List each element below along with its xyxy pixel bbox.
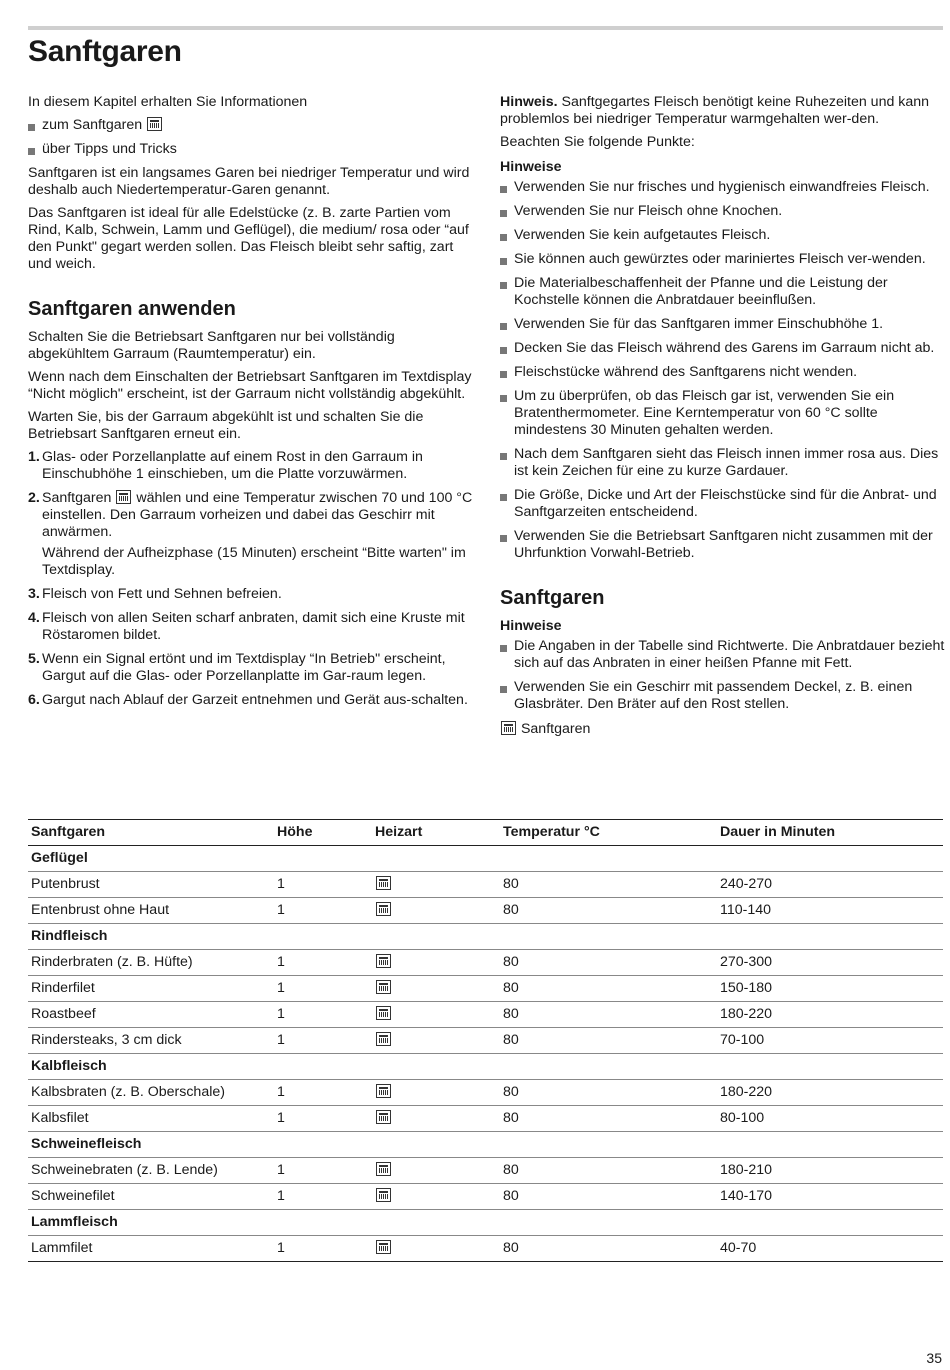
table-header-row: [28, 820, 943, 846]
sanftgaren-icon: [376, 876, 391, 890]
paragraph: Beachten Sie folgende Punkte:: [500, 134, 695, 150]
group-label: Geflügel: [28, 846, 943, 872]
paragraph: Schalten Sie die Betriebsart Sanftgaren nur bei vollständig abgekühltem Garraum (Raumtemperatur) ein.: [28, 329, 395, 362]
list-item: Verwenden Sie kein aufgetautes Fleisch.: [500, 227, 945, 244]
table-caption: Sanftgaren: [500, 721, 945, 738]
list-item: Die Materialbeschaffenheit der Pfanne und die Leistung der Kochstelle können die Anbratdauer beeinflußen.: [500, 275, 945, 309]
table-body: [28, 846, 943, 1262]
height-cell: 1: [274, 1106, 372, 1132]
list-item: Verwenden Sie ein Geschirr mit passendem Deckel, z. B. einen Glasbräter. Den Bräter auf den Rost stellen.: [500, 679, 945, 713]
intro-bullet-list: [28, 117, 473, 158]
list-item: über Tipps und Tricks: [28, 141, 473, 158]
sanftgaren-icon: [376, 1240, 391, 1254]
food-cell: Rinderbraten (z. B. Hüfte): [28, 950, 274, 976]
food-cell: Putenbrust: [28, 872, 274, 898]
paragraph: Das Sanftgaren ist ideal für alle Edelstücke (z. B. zarte Partien vom Rind, Kalb, Schwein, Lamm und Geflügel), die medium/ rosa oder “auf den Punkt" gegart werden sollen. Das Fleisch bleibt sehr saftig, zart und weich.: [28, 205, 469, 272]
paragraph: Warten Sie, bis der Garraum abgekühlt ist und schalten Sie die Betriebsart Sanftgaren erneut ein.: [28, 409, 424, 442]
food-cell: Schweinebraten (z. B. Lende): [28, 1158, 274, 1184]
paragraph: Wenn nach dem Einschalten der Betriebsart Sanftgaren im Textdisplay “Nicht möglich" erscheint, ist der Garraum nicht vollständig abgekühlt.: [28, 369, 472, 402]
food-cell: Roastbeef: [28, 1002, 274, 1028]
group-label: Kalbfleisch: [28, 1054, 943, 1080]
heizart-cell: [372, 898, 500, 924]
table-row: [28, 1184, 943, 1210]
group-label: Schweinefleisch: [28, 1132, 943, 1158]
column-header: Dauer in Minuten: [717, 820, 943, 846]
temperature-cell: 80: [500, 872, 717, 898]
heizart-cell: [372, 1158, 500, 1184]
sanftgaren-icon: [376, 1006, 391, 1020]
heizart-cell: [372, 1236, 500, 1262]
column-header: Höhe: [274, 820, 372, 846]
list-item: Decken Sie das Fleisch während des Garens im Garraum nicht ab.: [500, 340, 945, 357]
heizart-cell: [372, 976, 500, 1002]
section-heading: Sanftgaren: [500, 587, 605, 609]
sanftgaren-icon: [376, 1162, 391, 1176]
sanftgaren-icon: [376, 1084, 391, 1098]
temperature-cell: 80: [500, 1028, 717, 1054]
step-2-note: Während der Aufheizphase (15 Minuten) erscheint “Bitte warten" im Textdisplay.: [42, 545, 466, 578]
list-item: Um zu überprüfen, ob das Fleisch gar ist, verwenden Sie ein Bratenthermometer. Eine Kerntemperatur von 60 °C sollte mindestens 30 Minuten gehalten werden.: [500, 388, 945, 439]
heizart-cell: [372, 872, 500, 898]
page-number: 35: [926, 1350, 942, 1366]
sanftgaren-icon: [116, 490, 131, 504]
table-row: [28, 872, 943, 898]
left-column: [28, 94, 473, 716]
table-group-row: [28, 924, 943, 950]
sanftgaren-icon: [147, 117, 162, 131]
table-row: [28, 950, 943, 976]
list-item: Die Größe, Dicke und Art der Fleischstücke sind für die Anbrat- und Sanftgarzeiten entscheidend.: [500, 487, 945, 521]
heizart-cell: [372, 1028, 500, 1054]
height-cell: 1: [274, 1184, 372, 1210]
height-cell: 1: [274, 872, 372, 898]
list-item: Verwenden Sie nur Fleisch ohne Knochen.: [500, 203, 945, 220]
heizart-cell: [372, 950, 500, 976]
height-cell: 1: [274, 1158, 372, 1184]
temperature-cell: 80: [500, 1184, 717, 1210]
notes-heading: Hinweise: [500, 618, 562, 634]
food-cell: Entenbrust ohne Haut: [28, 898, 274, 924]
duration-cell: 140-170: [717, 1184, 943, 1210]
duration-cell: 70-100: [717, 1028, 943, 1054]
step-5: 5. Wenn ein Signal ertönt und im Textdisplay “In Betrieb" erscheint, Gargut auf die Glas- oder Porzellanplatte im Gar-raum legen.: [28, 651, 446, 684]
notes-list: [500, 179, 945, 562]
temperature-cell: 80: [500, 1106, 717, 1132]
step-2: 2. Sanftgaren wählen und eine Temperatur zwischen 70 und 100 °C einstellen. Den Garraum vorheizen und dabei das Geschirr mit anwärmen. Während der Aufheizphase (15 Minuten) erscheint “Bitte warten" im Textdisplay.: [28, 490, 473, 578]
list-item: Verwenden Sie die Betriebsart Sanftgaren nicht zusammen mit der Uhrfunktion Vorwahl-Betrieb.: [500, 528, 945, 562]
table-row: [28, 976, 943, 1002]
table-row: [28, 1080, 943, 1106]
paragraph: Sanftgaren ist ein langsames Garen bei niedriger Temperatur und wird deshalb auch Niedertemperatur-Garen genannt.: [28, 165, 470, 198]
heizart-cell: [372, 1080, 500, 1106]
list-item: zum Sanftgaren: [28, 117, 473, 134]
heizart-cell: [372, 1002, 500, 1028]
height-cell: 1: [274, 1080, 372, 1106]
sanftgaren-icon: [376, 1032, 391, 1046]
list-item: Fleischstücke während des Sanftgarens nicht wenden.: [500, 364, 945, 381]
temperature-cell: 80: [500, 976, 717, 1002]
step-6: 6. Gargut nach Ablauf der Garzeit entnehmen und Gerät aus-schalten.: [28, 692, 468, 708]
temperature-cell: 80: [500, 1080, 717, 1106]
table-row: [28, 1158, 943, 1184]
food-cell: Kalbsbraten (z. B. Oberschale): [28, 1080, 274, 1106]
group-label: Lammfleisch: [28, 1210, 943, 1236]
height-cell: 1: [274, 898, 372, 924]
step-4: 4. Fleisch von allen Seiten scharf anbraten, damit sich eine Kruste mit Röstaromen bildet.: [28, 610, 465, 643]
sanftgaren-icon: [376, 954, 391, 968]
table-row: [28, 1002, 943, 1028]
temperature-cell: 80: [500, 1158, 717, 1184]
notes-heading: Hinweise: [500, 159, 562, 175]
list-item: Verwenden Sie für das Sanftgaren immer Einschubhöhe 1.: [500, 316, 945, 333]
table-row: [28, 1236, 943, 1262]
group-label: Rindfleisch: [28, 924, 943, 950]
cooking-table: [28, 819, 943, 1262]
food-cell: Rinderfilet: [28, 976, 274, 1002]
temperature-cell: 80: [500, 1236, 717, 1262]
page-title: Sanftgaren: [28, 35, 182, 68]
table-group-row: [28, 1054, 943, 1080]
food-cell: Rindersteaks, 3 cm dick: [28, 1028, 274, 1054]
hinweis-paragraph: Hinweis. Sanftgegartes Fleisch benötigt keine Ruhezeiten und kann problemlos bei niedriger Temperatur warmgehalten wer-den.: [500, 94, 930, 127]
temperature-cell: 80: [500, 898, 717, 924]
column-header: Temperatur °C: [500, 820, 717, 846]
column-header: Sanftgaren: [28, 820, 274, 846]
duration-cell: 180-220: [717, 1080, 943, 1106]
steps-list: [28, 449, 473, 709]
intro-text: In diesem Kapitel erhalten Sie Informationen: [28, 94, 308, 110]
top-rule: [28, 26, 943, 30]
sanftgaren-icon: [376, 980, 391, 994]
duration-cell: 240-270: [717, 872, 943, 898]
heizart-cell: [372, 1106, 500, 1132]
table-group-row: [28, 846, 943, 872]
food-cell: Lammfilet: [28, 1236, 274, 1262]
temperature-cell: 80: [500, 1002, 717, 1028]
step-1: 1. Glas- oder Porzellanplatte auf einem Rost in den Garraum in Einschubhöhe 1 einschieben, um die Platte vorzuwärmen.: [28, 449, 423, 482]
table-group-row: [28, 1132, 943, 1158]
height-cell: 1: [274, 1028, 372, 1054]
duration-cell: 180-220: [717, 1002, 943, 1028]
sanftgaren-icon: [376, 1110, 391, 1124]
right-column: [500, 94, 945, 738]
table-row: [28, 1028, 943, 1054]
list-item: Die Angaben in der Tabelle sind Richtwerte. Die Anbratdauer bezieht sich auf das Anbraten in einer heißen Pfanne mit Fett.: [500, 638, 945, 672]
list-item: Sie können auch gewürztes oder mariniertes Fleisch ver-wenden.: [500, 251, 945, 268]
food-cell: Schweinefilet: [28, 1184, 274, 1210]
height-cell: 1: [274, 1236, 372, 1262]
height-cell: 1: [274, 950, 372, 976]
height-cell: 1: [274, 1002, 372, 1028]
food-cell: Kalbsfilet: [28, 1106, 274, 1132]
duration-cell: 270-300: [717, 950, 943, 976]
column-header: Heizart: [372, 820, 500, 846]
sanftgaren-icon: [376, 902, 391, 916]
temperature-cell: 80: [500, 950, 717, 976]
list-item: Verwenden Sie nur frisches und hygienisch einwandfreies Fleisch.: [500, 179, 945, 196]
table-group-row: [28, 1210, 943, 1236]
sanftgaren-icon: [501, 721, 516, 735]
notes-list: [500, 638, 945, 713]
step-3: 3. Fleisch von Fett und Sehnen befreien.: [28, 586, 282, 602]
list-item: Nach dem Sanftgaren sieht das Fleisch innen immer rosa aus. Dies ist kein Zeichen für eine zu kurze Gardauer.: [500, 446, 945, 480]
section-heading: Sanftgaren anwenden: [28, 298, 236, 320]
table-row: [28, 1106, 943, 1132]
table-row: [28, 898, 943, 924]
heizart-cell: [372, 1184, 500, 1210]
sanftgaren-icon: [376, 1188, 391, 1202]
duration-cell: 150-180: [717, 976, 943, 1002]
duration-cell: 110-140: [717, 898, 943, 924]
duration-cell: 180-210: [717, 1158, 943, 1184]
height-cell: 1: [274, 976, 372, 1002]
duration-cell: 40-70: [717, 1236, 943, 1262]
duration-cell: 80-100: [717, 1106, 943, 1132]
